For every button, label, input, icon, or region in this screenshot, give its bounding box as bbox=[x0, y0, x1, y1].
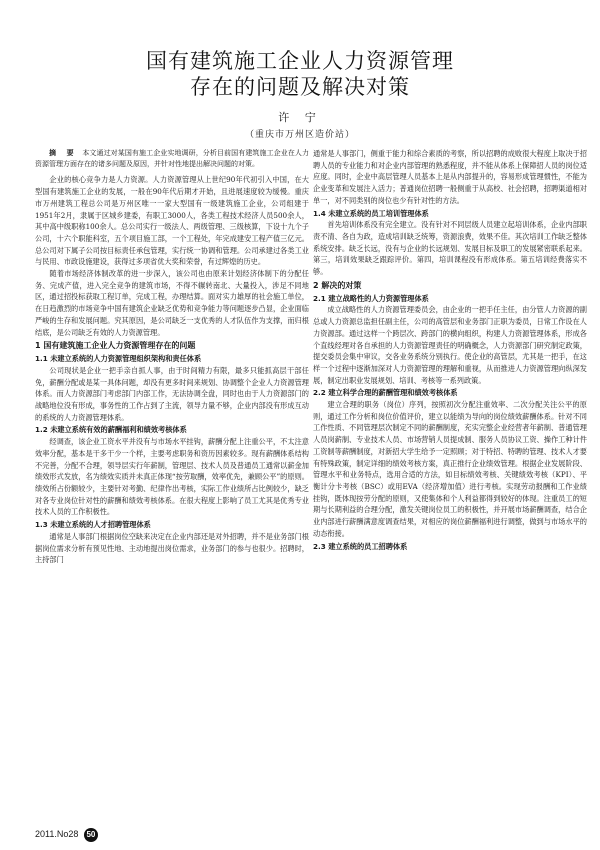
subsection-heading-2-2: 2.2 建立科学合理的薪酬管理和绩效考核体系 bbox=[313, 388, 458, 398]
body-paragraph: 公司现状是企业一把手亲自抓人事，由于时间精力有限，最多只能抓高层干部任免，薪酬分配或是某一具体问题，却没有更多时间来规划、协调整个企业人力资源管理体系。而人力资源部门考虑部门内部工作，无法协调全盘，同时也由于人力资源部门的战略地位没有形成，事务性的工作占到了主流，领导力量不够，企业内部没有形成互动的系统的人力资源管理体系。 bbox=[35, 365, 309, 422]
body-paragraph: 成立战略性的人力资源管理委员会，由企业的一把手任主任，由分管人力资源的副总或人力资源总监担任副主任，公司的高管层和业务部门正职为委员，日常工作设在人力资源部。通过这样一个跨层次、跨部门的横向组织，构建人力资源管理体系，形成各个直线经理对各自承担的人力资源管理责任的明确概念，人力资源部门研究制定政策，提交委员会集中审议，交各业务系统分别执行。使企业的高管层，尤其是一把手，在这样一个过程中逐渐加深对人力资源管理的理解和重视，从而推进人力资源管理向纵深发展，制定出职业发展规划、培训、考核等一系列政策。 bbox=[313, 305, 587, 385]
subsection-heading-1-3: 1.3 未建立系统的人才招聘管理体系 bbox=[35, 520, 151, 530]
author-name: 许 宁 bbox=[278, 111, 322, 124]
issue-number: 2011.No28 bbox=[35, 829, 79, 839]
body-paragraph: 企业的核心竞争力是人力资源。人力资源管理从上世纪90年代初引入中国，在大型国有建筑施工企业的发展，一般在90年代后期才开始，且进展速度较为缓慢。重庆市万州建筑工程总公司是万州区唯一一家大型国有一级建筑施工企业，公司组建于1951年2月，隶属于区城乡建委，有职工3000人，各类工程技术经济人员500余人，其中高中级职称100余人。总公司实行一级法人、两级管理、三级核算，下设十九个子公司，十六个职能科室，五个项目施工部，一个工程处，年完成建安工程产值三亿元。总公司对下属子公司按目标责任承包管理，实行统一协调和管理。公司承建过各类工业与民用、市政设施建设，获得过多项省优大奖和荣誉，有过辉煌的历史。 bbox=[35, 175, 309, 267]
subsection-heading-2-3: 2.3 建立系统的员工招聘体系 bbox=[313, 541, 408, 551]
abstract bbox=[35, 148, 309, 170]
subsection-heading-1-1: 1.1 未建立系统的人力资源管理组织架构和责任体系 bbox=[35, 354, 202, 364]
body-paragraph: 建立合理的职务（岗位）序列，按照初次分配注重效率、二次分配关注公平的原则，通过工作分析和岗位价值评价，建立以能绩为导向的岗位绩效薪酬体系。针对不同工作性质、不同管理层次制定不同的薪酬制度，充实完整企业经营者年薪制、普通管理人员岗薪制、专业技术人员、市场营销人员提成制、服务人员协议工资、操作工种计件工资制等薪酬制度，对新招大学生给予一定照顾；对于特招、特聘的管理、技术人才要有特殊政策，制定详细的绩效考核方案，真正推行企业绩效管理。根据企业发展阶段、管理水平和业务特点，选用合适的方法，如目标绩效考核、关键绩效考核（KPI）、平衡计分卡考核（BSC）或用EVA（经济增加值）进行考核。实现劳动报酬和工作业绩挂钩，既体现按劳分配的原则，又使集体和个人利益都得到较好的体现。注重员工的短期与长期利益的合理分配，激发关键岗位员工的积极性，并开展市场薪酬调查，结合企业内部进行薪酬满意度调查结果，对相应的岗位薪酬福利进行调整，做到与市场水平的动态衔接。 bbox=[313, 400, 587, 538]
body-paragraph-continued: 通常是人事部门，侧重于能力和综合素质的考察，所以招聘的成败很大程度上取决于招聘人员的专业能力和对企业内部管理的熟悉程度，并不能从体系上保障招人员的岗位适应度。同时，企业中高层管理人员基本上是从内部提升的，容易形成管理惯性，不能为企业变革和发展注入活力；普通岗位招聘一般侧重于从高校、社会招聘，招聘渠道相对单一，对不同类别的岗位也少有针对性的方法。 bbox=[313, 149, 587, 205]
body-paragraph: 首先培训体系没有完全建立。没有针对不同层级人员建立起培训体系，企业内部职责不清、各自为政，造成培训缺乏统筹，资源浪费，效果不佳。其次培训工作缺乏整体系统安排。缺乏长远，没有与企业的长远规划、发展目标及职工的发展紧密联系起来。第三，培训效果缺乏跟踪评价。第四，培训课程没有形成体系。第五培训经费落实不够。 bbox=[313, 220, 587, 277]
article-title-line-1: 国有建筑施工企业人力资源管理 bbox=[146, 49, 454, 73]
page-footer bbox=[35, 827, 98, 842]
section-heading-2: 2 解决的对策 bbox=[313, 280, 362, 290]
body-paragraph: 经调查，该企业工资水平并没有与市场水平挂钩，薪酬分配上注重公平，不太注意效率分配，基本是干多干少一个样，主要考虑职务和资历因素较多。现有薪酬体系结构不完善，分配不合理，领导层实行年薪制，管理层、技术人员及普通员工通常以薪金加绩效形式发放，名为绩效实质并未真正体现“按劳取酬，效率优先，兼顾公平”的原则。绩效所占份额较少，主要针对考勤、纪律作出考核，实际工作业绩所占比例较少，缺乏对各专业岗位针对性的薪酬和绩效考核体系。在很大程度上影响了员工尤其是优秀专业技术人员的工作积极性。 bbox=[35, 437, 309, 517]
left-column bbox=[35, 148, 309, 826]
subsection-heading-1-4: 1.4 未建立系统的员工培训管理体系 bbox=[313, 208, 429, 218]
subsection-heading-1-2: 1.2 未建立系统有效的薪酬福利和绩效考核体系 bbox=[35, 425, 187, 435]
subsection-heading-2-1: 2.1 建立战略性的人力资源管理体系 bbox=[313, 293, 429, 303]
body-paragraph: 随着市场经济体制改革的进一步深入，该公司也由原来计划经济体制下的分配任务、完成产值，进入完全竞争的建筑市场，不得不辗转南北、大量投入，涉足不同地区，通过招投标获取工程订单，完成工程，办理结算。面对实力雄厚的社会施工单位，在日趋激烈的市场竞争中国有建筑企业缺乏优势和竞争能力等问题逐步凸显，企业面临严峻的生存和发展问题。究其原因，是公司缺乏一支优秀的人才队伍作为支撑，而归根结底，是公司缺乏有效的人力资源管理。 bbox=[35, 269, 309, 337]
section-heading-1: 1 国有建筑施工企业人力资源管理存在的问题 bbox=[35, 341, 196, 351]
body-paragraph: 通常是人事部门根据岗位空缺来决定在企业内部还是对外招聘，并不是业务部门根据岗位需求分析有预见性地、主动地提出岗位需求，业务部门的参与也很少。招聘时，主持部门 bbox=[35, 531, 309, 565]
author-affiliation: （重庆市万州区造价站） bbox=[244, 130, 355, 140]
page-number: 50 bbox=[84, 828, 98, 842]
abstract-text: 本文通过对某国有施工企业实地调研，分析目前国有建筑施工企业在人力资源管理方面存在的诸多问题及原因，并针对性地提出解决问题的对策。 bbox=[35, 149, 309, 169]
right-column bbox=[313, 148, 587, 826]
article-title-line-2: 存在的问题及解决对策 bbox=[190, 75, 410, 99]
abstract-label: 摘 要 bbox=[49, 149, 78, 157]
